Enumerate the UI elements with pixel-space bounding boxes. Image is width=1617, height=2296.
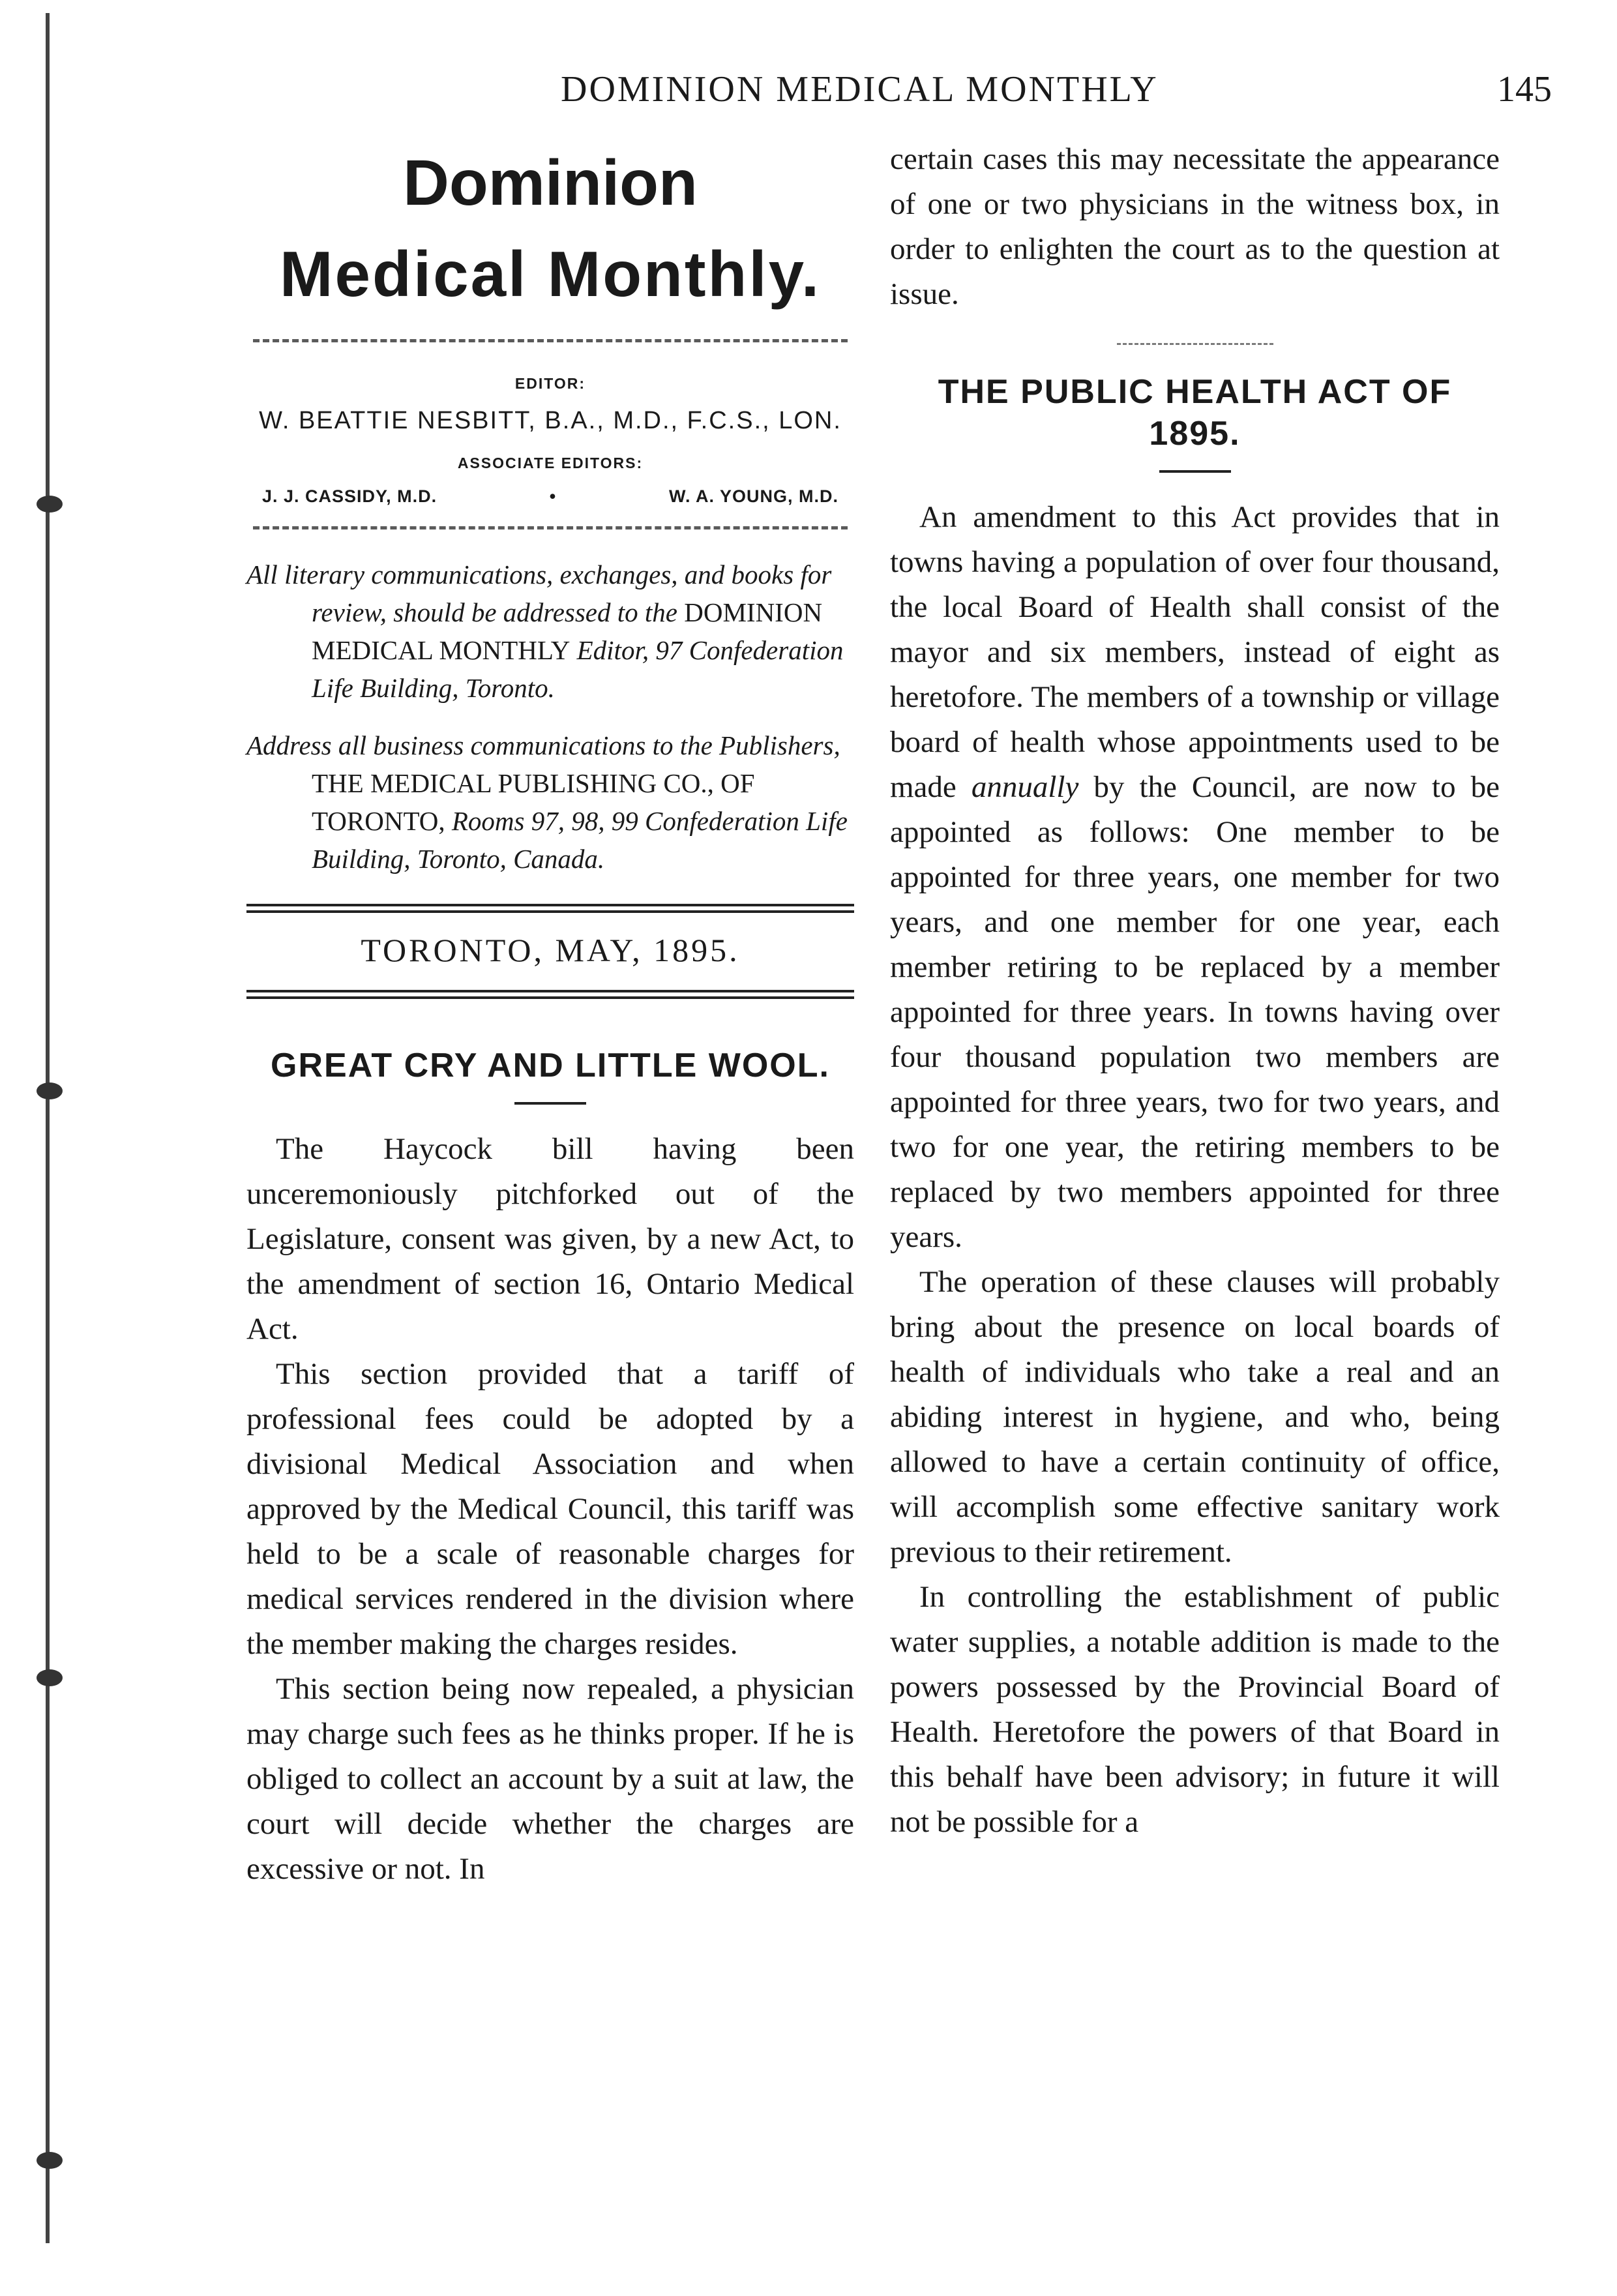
masthead-line-1: Dominion xyxy=(403,147,698,218)
divider xyxy=(253,526,848,529)
binding-knot xyxy=(37,2152,63,2169)
binding-knot xyxy=(37,496,63,513)
paragraph: The operation of these clauses will probably bring about the presence on local boards of health of individuals who take a real and an abiding interest in hygiene, and who, being allowed to have a certain continuity of office, will accomplish some effective sanitary work previous to their retirement. xyxy=(890,1265,1500,1569)
dateline: TORONTO, MAY, 1895. xyxy=(361,932,740,968)
left-column xyxy=(246,137,854,1892)
notice-text: All literary communications, exchanges, and books for review, should be addressed to the xyxy=(246,559,832,627)
binding-knot xyxy=(37,1082,63,1099)
running-title: DOMINION MEDICAL MONTHLY xyxy=(561,69,1159,110)
article-body xyxy=(246,1127,854,1892)
separator-dot: • xyxy=(549,486,557,506)
page-number: 145 xyxy=(1497,69,1552,110)
paragraph: certain cases this may necessitate the appearance of one or two physicians in the witness box, in order to enlighten the court as to the question at issue. xyxy=(890,142,1500,311)
editor-label: EDITOR: xyxy=(514,375,586,392)
divider xyxy=(514,1102,586,1105)
masthead-line-2: Medical Monthly. xyxy=(279,238,822,310)
notice-text: Editor, 97 Confederation Life Building, Toronto. xyxy=(312,635,844,703)
associate-editor: W. A. YOUNG, M.D. xyxy=(668,486,838,506)
paragraph-text: by the Council, are now to be appointed as follows: One member to be appointed for three years, one member for two years, and one member for one year, each member retiring to be replaced by a member appointed for three years. In towns having over four thousand population two members are appointed for three years, two for two years, and two for one year, the retiring members to be replaced by two members appointed for three years. xyxy=(890,770,1500,1254)
paragraph: This section being now repealed, a physician may charge such fees as he thinks proper. If he is obliged to collect an account by a suit at law, the court will decide whether the charges are excessive or not. In xyxy=(246,1672,854,1886)
paragraph: The Haycock bill having been unceremoniously pitchforked out of the Legislature, consent was given, by a new Act, to the amendment of section 16, Ontario Medical Act. xyxy=(246,1132,854,1346)
paragraph-text: An amendment to this Act provides that in towns having a population of over four thousand, the local Board of Health shall consist of the mayor and six members, instead of eight as heretofore. The members of a township or village board of health whose appointments used to be made xyxy=(890,500,1500,804)
article-title: THE PUBLIC HEALTH ACT OF 1895. xyxy=(938,373,1452,453)
paragraph xyxy=(890,495,1500,1260)
emphasis: annually xyxy=(971,770,1079,804)
article-body xyxy=(890,495,1500,1845)
right-column xyxy=(890,137,1500,1845)
masthead xyxy=(246,137,854,320)
divider xyxy=(246,990,854,999)
article-title: GREAT CRY AND LITTLE WOOL. xyxy=(271,1047,830,1084)
divider xyxy=(1117,343,1273,345)
notice-text: Rooms 97, 98, 99 Confederation Life Building, Toronto, Canada. xyxy=(312,806,848,874)
associate-editor: J. J. CASSIDY, M.D. xyxy=(262,486,438,506)
associate-editors xyxy=(246,486,854,507)
divider xyxy=(246,904,854,913)
divider xyxy=(1159,470,1231,473)
literary-notice xyxy=(246,556,854,707)
divider xyxy=(253,339,848,342)
page-header xyxy=(248,68,1552,121)
binding-knot xyxy=(37,1669,63,1686)
notice-publisher-name: THE MEDICAL PUBLISHING CO., OF TORONTO, xyxy=(312,768,755,836)
paragraph: This section provided that a tariff of professional fees could be adopted by a divisional Medical Association and when approved by the Medical Council, this tariff was held to be a scale of reasonable charges for medical services rendered in the division where the member making the charges resides. xyxy=(246,1357,854,1661)
article-body-continued xyxy=(890,137,1500,317)
editor-name: W. BEATTIE NESBITT, B.A., M.D., F.C.S., LON. xyxy=(259,407,842,434)
paragraph: In controlling the establishment of public water supplies, a notable addition is made to the powers possessed by the Provincial Board of Health. Heretofore the powers of that Board in this behalf have been advisory; in future it will not be possible for a xyxy=(890,1580,1500,1839)
notice-text: Address all business communications to the Publishers, xyxy=(246,730,840,760)
binding-string xyxy=(46,13,59,2243)
notice-journal-name: DOMINION MEDICAL MONTHLY xyxy=(312,597,823,665)
business-notice xyxy=(246,726,854,878)
associate-editors-label: ASSOCIATE EDITORS: xyxy=(457,455,644,471)
